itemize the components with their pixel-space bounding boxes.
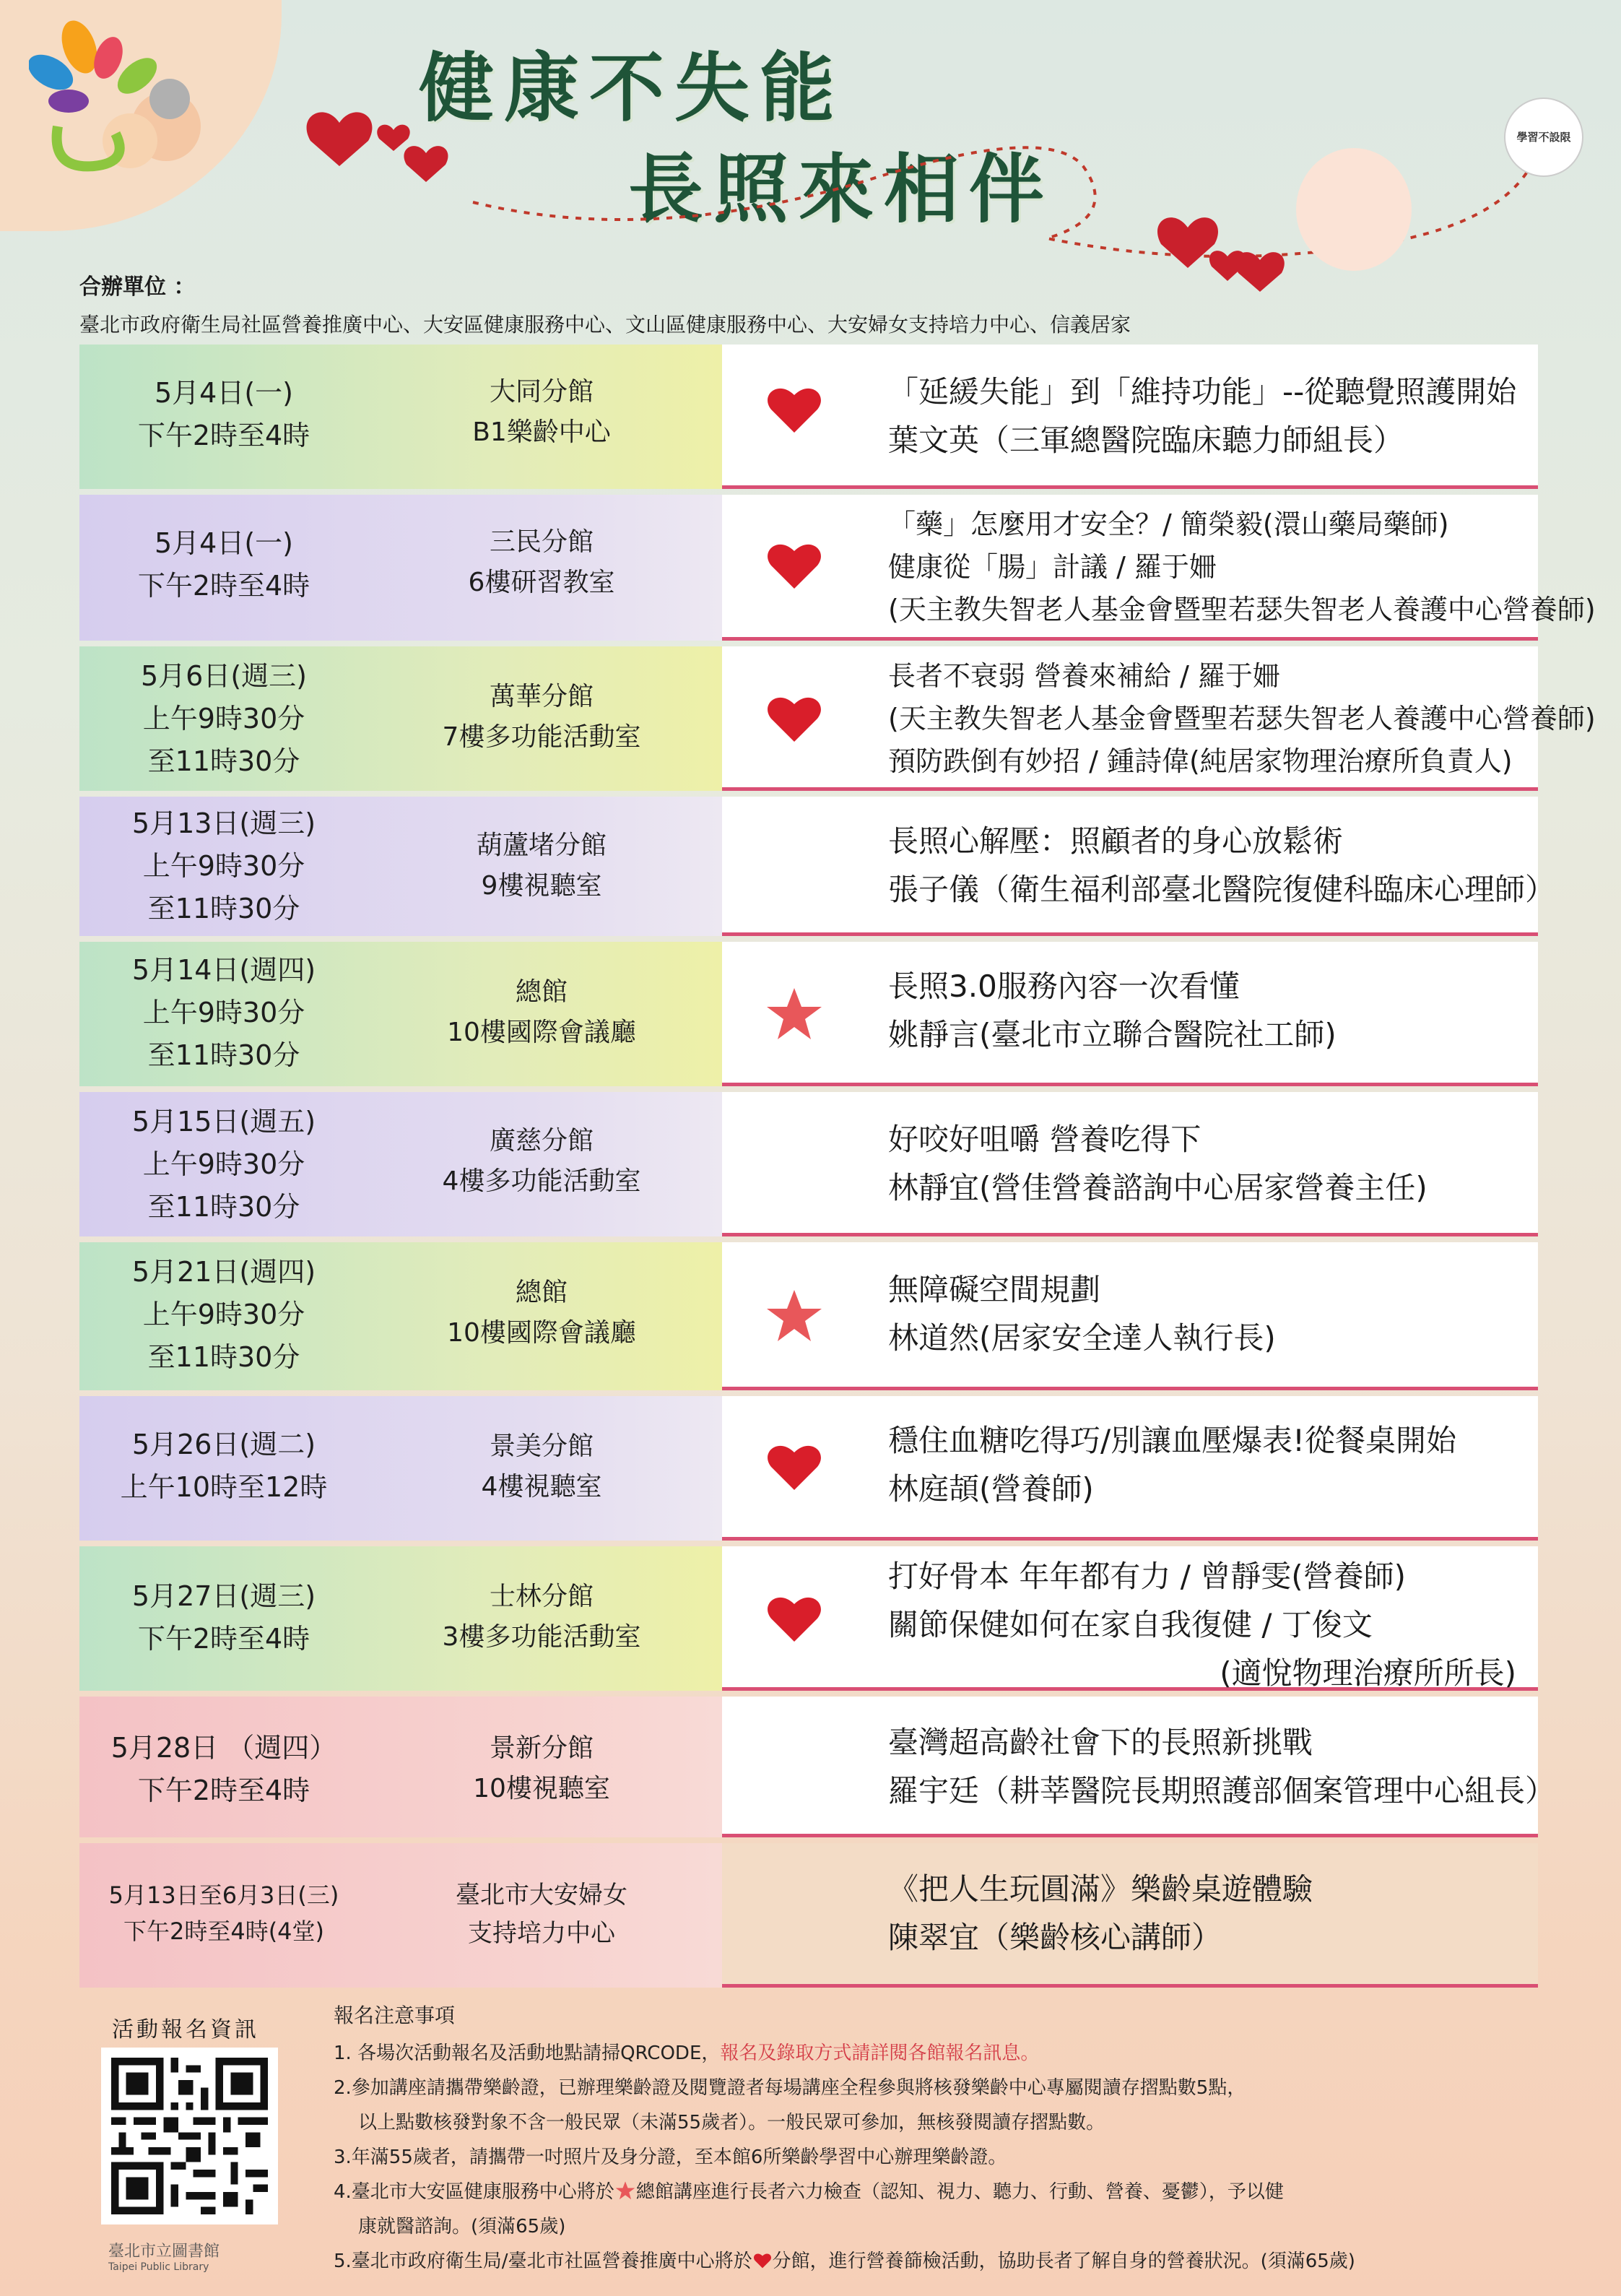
note-3: 3.年滿55歲者，請攜帶一吋照片及身分證，至本館6所樂齡學習中心辦理樂齡證。 — [334, 2146, 1007, 2169]
title-line-2: 長照來相伴 — [628, 144, 1055, 233]
event-row — [79, 942, 1538, 1086]
event-talk: 臺灣超高齡社會下的長照新挑戰 羅宇廷（耕莘醫院長期照護部個案管理中心組長） — [888, 1725, 1556, 1809]
event-row — [79, 797, 1556, 936]
event-date: 5月13日(週三) 上午9時30分 至11時30分 — [131, 807, 316, 924]
heart-icon — [307, 112, 373, 166]
event-talk: 長者不衰弱 營養來補給 / 羅于姍 (天主教失智老人基金會暨聖若瑟失智老人養護中心營養師) 預防跌倒有妙招 / 鍾詩偉(純居家物理治療所負責人) — [888, 660, 1596, 777]
event-date: 5月13日至6月3日(三) 下午2時至4時(4堂) — [108, 1881, 339, 1945]
event-talk: 打好骨本 年年都有力 / 曾靜雯(營養師) 關節保健如何在家自我復健 / 丁俊文 (適悅物理治療所所長) — [888, 1559, 1516, 1691]
event-talk: 長照心解壓：照顧者的身心放鬆術 張子儀（衛生福利部臺北醫院復健科臨床心理師） — [888, 823, 1556, 908]
event-row — [79, 1546, 1538, 1691]
event-row — [79, 1092, 1538, 1236]
event-row — [79, 646, 1596, 791]
event-location: 葫蘆堵分館 9樓視聽室 — [476, 831, 607, 901]
event-date: 5月14日(週四) 上午9時30分 至11時30分 — [131, 954, 316, 1071]
event-talk: 穩住血糖吃得巧/別讓血壓爆表!從餐桌開始 林庭頡(營養師) — [888, 1423, 1456, 1507]
title-line-1: 健康不失能 — [419, 43, 846, 132]
event-location: 總館 10樓國際會議廳 — [447, 1278, 636, 1348]
event-row — [79, 345, 1538, 489]
event-location: 景美分館 4樓視聽室 — [481, 1431, 602, 1502]
note-2: 2.參加講座請攜帶樂齡證，已辦理樂齡證及閱覽證者每場講座全程參與將核發樂齡中心專屬閱讀存摺點數5點， — [334, 2076, 1246, 2099]
heart-icon — [1235, 252, 1285, 292]
event-row — [79, 1843, 1538, 1988]
event-location: 士林分館 3樓多功能活動室 — [442, 1582, 641, 1652]
event-talk: 好咬好咀嚼 營養吃得下 林靜宜(營佳營養諮詢中心居家營養主任) — [888, 1122, 1427, 1206]
star-icon — [765, 1287, 823, 1345]
event-date: 5月26日(週二) 上午10時至12時 — [120, 1429, 328, 1503]
event-location: 三民分館 6樓研習教室 — [468, 527, 615, 597]
heart-icon — [404, 146, 448, 182]
star-icon — [765, 985, 823, 1043]
heart-icon — [765, 690, 823, 748]
event-date: 5月27日(週三) 下午2時至4時 — [131, 1580, 316, 1655]
learning-badge-logo: 學習不設限 — [1504, 98, 1583, 177]
heart-icon — [1157, 217, 1218, 268]
star-icon — [614, 2180, 636, 2201]
heart-icon — [765, 381, 823, 438]
registration-label: 活動報名資訊 — [112, 2017, 259, 2042]
organizers-label: 合辦單位 ： — [79, 274, 196, 300]
event-list — [79, 345, 1596, 1993]
event-talk: 「延緩失能」到「維持功能」--從聽覺照護開始 葉文英（三軍總醫院臨床聽力師組長） — [888, 374, 1517, 459]
event-location: 萬華分館 7樓多功能活動室 — [442, 682, 641, 752]
event-date: 5月4日(一) 下午2時至4時 — [137, 377, 310, 451]
registration-notes — [334, 1997, 1576, 2279]
event-location: 臺北市大安婦女 支持培力中心 — [456, 1881, 627, 1948]
notes-heading: 報名注意事項 — [334, 2003, 456, 2027]
event-date: 5月4日(一) 下午2時至4時 — [137, 527, 310, 602]
event-talk: 《把人生玩圓滿》樂齡桌遊體驗 陳翠宜（樂齡核心講師） — [888, 1871, 1313, 1956]
event-location: 大同分館 B1樂齡中心 — [472, 377, 611, 447]
event-row — [79, 1242, 1538, 1390]
event-talk: 長照3.0服務內容一次看懂 姚靜言(臺北市立聯合醫院社工師) — [888, 969, 1337, 1053]
event-date: 5月15日(週五) 上午9時30分 至11時30分 — [131, 1106, 316, 1223]
heart-icon — [765, 1590, 823, 1647]
heart-icon — [765, 537, 823, 594]
organizers-list: 臺北市政府衛生局社區營養推廣中心、大安區健康服務中心、文山區健康服務中心、大安婦女支持培力中心、信義居家 — [79, 313, 1131, 337]
event-row — [79, 495, 1596, 641]
event-date: 5月6日(週三) 上午9時30分 至11時30分 — [140, 660, 307, 777]
qr-code-icon — [111, 2058, 268, 2214]
event-location: 總館 10樓國際會議廳 — [447, 977, 636, 1047]
registration-qr-code[interactable] — [101, 2048, 278, 2224]
note-1: 1. 各場次活動報名及活動地點請掃QRCODE，報名及錄取方式請詳閱各館報名訊息。 — [334, 2042, 1040, 2064]
elderly-couple-illustration — [1296, 148, 1412, 271]
taipei-public-library-logo: 臺北市立圖書館 Taipei Public Library — [108, 2243, 220, 2273]
heart-icon — [752, 2251, 773, 2270]
event-row — [79, 1697, 1556, 1837]
event-talk: 「藥」怎麼用才安全？/ 簡榮毅(澴山藥局藥師) 健康從「腸」計議 / 羅于姍 (天主教失智老人基金會暨聖若瑟失智老人養護中心營養師) — [888, 508, 1596, 625]
heart-icon — [377, 125, 409, 151]
note-2-cont: 以上點數核發對象不含一般民眾（未滿55歲者）。一般民眾可參加，無核發閱讀存摺點數。 — [358, 2111, 1105, 2133]
heart-icon — [765, 1438, 823, 1496]
note-4: 4.臺北市大安區健康服務中心將於 總館講座進行長者六力檢查（認知、視力、聽力、行動、營養、憂鬱），予以健 — [334, 2181, 1284, 2204]
event-location: 廣慈分館 4樓多功能活動室 — [442, 1126, 641, 1196]
event-date: 5月21日(週四) 上午9時30分 至11時30分 — [131, 1256, 316, 1373]
event-date: 5月28日 （週四） 下午2時至4時 — [110, 1732, 337, 1806]
note-5: 5.臺北市政府衛生局/臺北市社區營養推廣中心將於 分館，進行營養篩檢活動，協助長者了解自身的營養狀況。(須滿65歲) — [334, 2250, 1355, 2273]
event-location: 景新分館 10樓視聽室 — [473, 1733, 610, 1803]
note-4-cont: 康就醫諮詢。(須滿65歲) — [358, 2216, 566, 2238]
event-talk: 無障礙空間規劃 林道然(居家安全達人執行長) — [888, 1272, 1276, 1356]
event-row — [79, 1396, 1538, 1541]
